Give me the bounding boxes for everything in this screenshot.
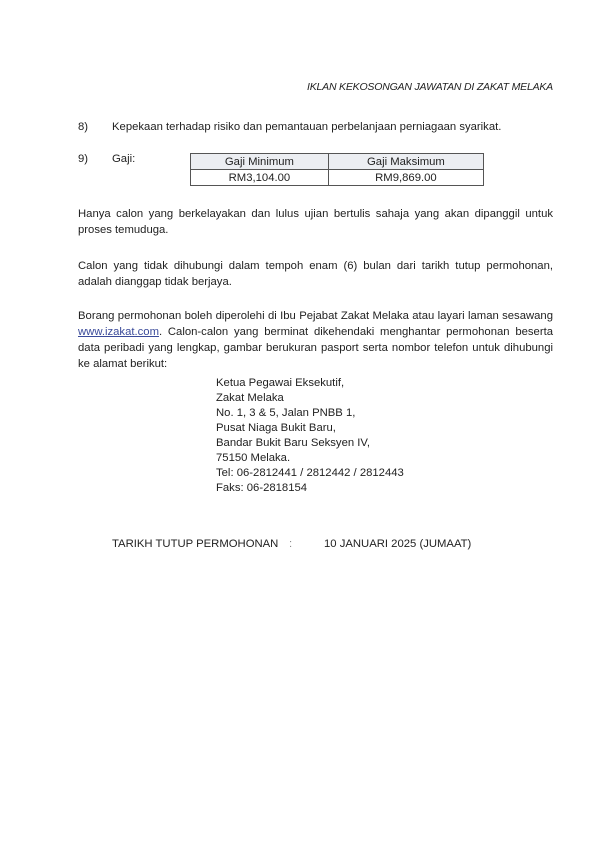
closing-date-label: TARIKH TUTUP PERMOHONAN	[112, 538, 279, 550]
address-line: 75150 Melaka.	[216, 452, 291, 464]
item-number-9: 9)	[78, 153, 89, 165]
salary-table	[190, 153, 484, 186]
salary-header-min: Gaji Minimum	[191, 154, 329, 170]
address-line: Bandar Bukit Baru Seksyen IV,	[216, 437, 371, 449]
salary-header-max: Gaji Maksimum	[328, 154, 483, 170]
paragraph-application	[78, 308, 553, 372]
document-header: IKLAN KEKOSONGAN JAWATAN DI ZAKAT MELAKA	[306, 81, 553, 93]
address-fax: Faks: 06-2818154	[216, 482, 308, 494]
application-text-start: Borang permohonan boleh diperolehi di Ibu Pejabat Zakat Melaka atau layari laman sesawang	[78, 310, 553, 322]
closing-date-colon: :	[289, 538, 293, 550]
mailing-address	[216, 376, 404, 496]
address-line: Pusat Niaga Bukit Baru,	[216, 422, 336, 434]
closing-date-value: 10 JANUARI 2025 (JUMAAT)	[324, 538, 472, 550]
item-text-9: Gaji:	[112, 153, 136, 165]
item-number-8: 8)	[78, 121, 89, 133]
address-line: No. 1, 3 & 5, Jalan PNBB 1,	[216, 407, 356, 419]
website-link[interactable]: www.izakat.com	[78, 326, 159, 338]
paragraph-unsuccessful: Calon yang tidak dihubungi dalam tempoh enam (6) bulan dari tarikh tutup permohonan, adalah dianggap tidak berjaya.	[78, 260, 553, 288]
application-text-end: . Calon-calon yang berminat dikehendaki menghantar permohonan beserta data peribadi yang lengkap, gambar berukuran pasport serta nombor telefon untuk dihubungi ke alamat berikut:	[78, 326, 553, 370]
item-text-8: Kepekaan terhadap risiko dan pemantauan perbelanjaan perniagaan syarikat.	[112, 121, 502, 133]
address-phone: Tel: 06-2812441 / 2812442 / 2812443	[216, 467, 404, 479]
address-line: Ketua Pegawai Eksekutif,	[216, 377, 345, 389]
salary-value-max: RM9,869.00	[328, 170, 483, 186]
address-line: Zakat Melaka	[216, 392, 284, 404]
salary-value-min: RM3,104.00	[191, 170, 329, 186]
paragraph-interview: Hanya calon yang berkelayakan dan lulus ujian bertulis sahaja yang akan dipanggil untuk proses temuduga.	[78, 208, 553, 236]
